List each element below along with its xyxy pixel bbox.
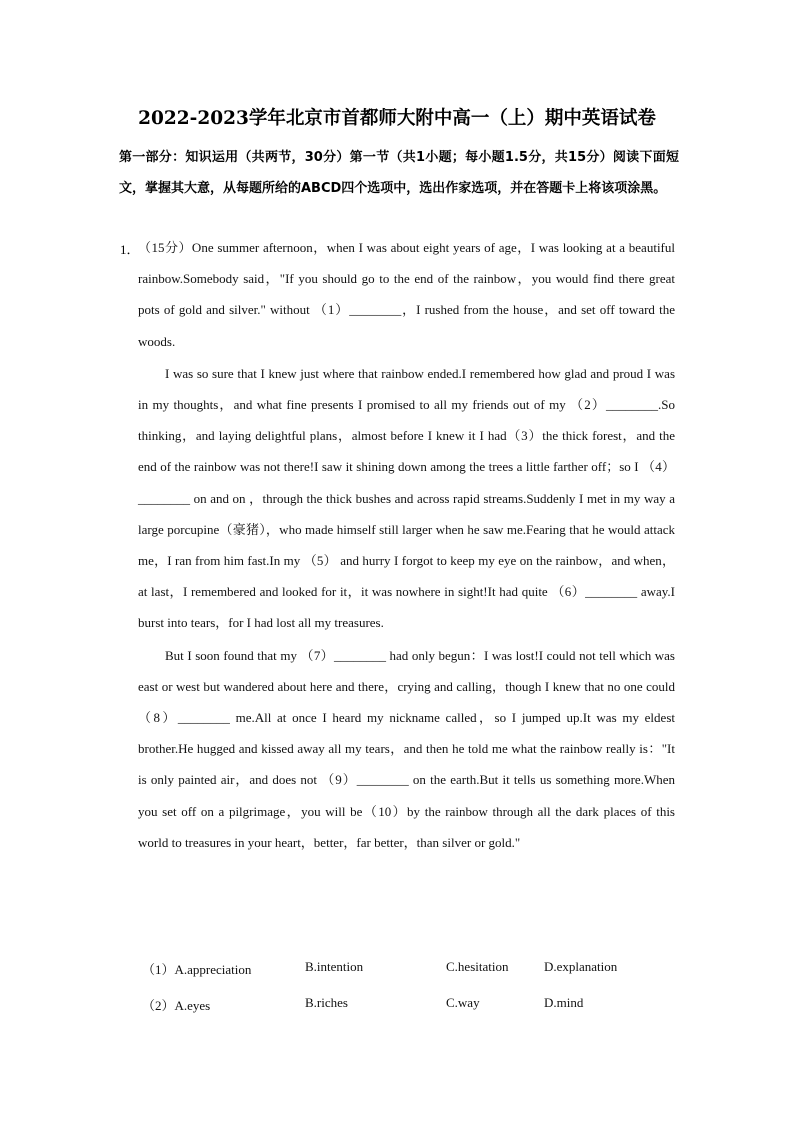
option-1-c: C.hesitation <box>446 959 509 974</box>
answer-options <box>142 953 682 1025</box>
option-2-c: C.way <box>446 995 480 1010</box>
passage-paragraph-3: But I soon found that my （7）________ had only begun：I was lost!I could not tell which was east or west but wandered about here and there，crying and calling，though I knew that no one could （8）________ me.All at once I heard my nickname called，so I jumped up.It was my eldest brother.He hugged and kissed away all my tears，and then he told me what the rainbow really is："It is only painted air，and does not （9）________ on the earth.But it tells us something more.When you set off on a pilgrimage，you will be（10）by the rainbow through all the dark places of this world to treasures in your heart，better，far better，than silver or gold." <box>138 647 675 850</box>
reading-passage <box>138 232 675 858</box>
option-1-d: D.explanation <box>544 959 618 974</box>
option-2-d: D.mind <box>544 995 584 1010</box>
question-number: 1． <box>120 242 140 257</box>
option-row-2 <box>142 989 682 1025</box>
option-1-b: B.intention <box>305 959 364 974</box>
page-title: 2022-2023学年北京市首都师大附中高一（上）期中英语试卷 <box>138 108 656 129</box>
section-instructions: 第一部分：知识运用（共两节，30分）第一节（共1小题；每小题1.5分，共15分）阅读下面短文，掌握其大意，从每题所给的ABCD四个选项中，选出作家选项，并在答题卡上将该项涂黑。 <box>119 150 679 196</box>
option-2-a: （2）A.eyes <box>142 998 211 1013</box>
option-1-a: （1）A.appreciation <box>142 962 252 977</box>
passage-paragraph-2: I was so sure that I knew just where that rainbow ended.I remembered how glad and proud I was in my thoughts，and what fine presents I promised to all my friends out of my （2）________.So thinking，and laying delightful plans，almost before I knew it I had（3）the thick forest，and the end of the rainbow was not there!I saw it shining down among the trees a little farther off；so I （4）________ on and on ，through the thick bushes and across rapid streams.Suddenly I met in my way a large porcupine（豪猪），who made himself still larger when he saw me.Fearing that he would attack me，I ran from him fast.In my （5） and hurry I forgot to keep my eye on the rainbow，and when，at last，I remembered and looked for it，it was nowhere in sight!It had quite （6）________ away.I burst into tears，for I had lost all my treasures. <box>138 365 675 631</box>
option-2-b: B.riches <box>305 995 348 1010</box>
passage-paragraph-1: （15分）One summer afternoon，when I was about eight years of age，I was looking at a beautiful rainbow.Somebody said，"If you should go to the end of the rainbow，you would find there great pots of gold and silver." without （1）________，I rushed from the house，and set off toward the woods. <box>138 240 675 349</box>
option-row-1 <box>142 953 682 989</box>
